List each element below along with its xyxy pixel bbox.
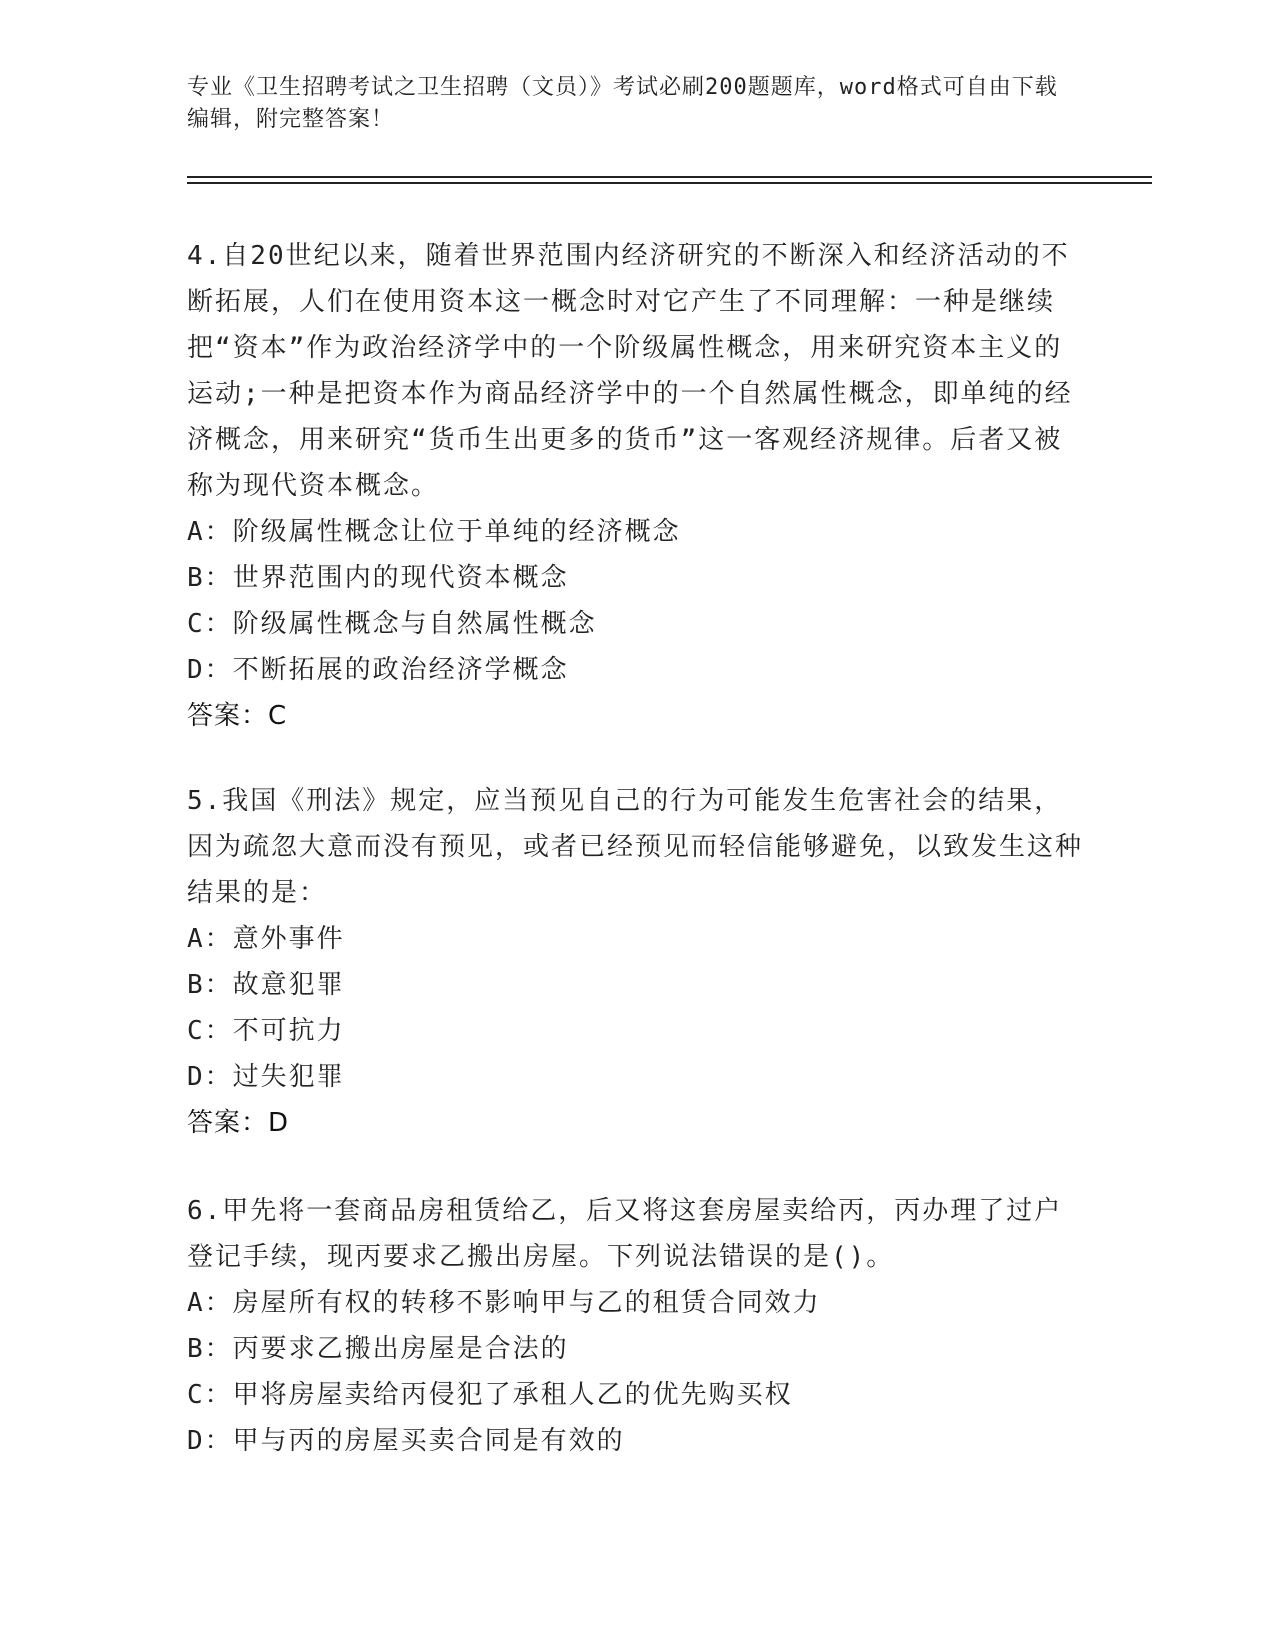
option-d: D：甲与丙的房屋买卖合同是有效的 — [187, 1426, 625, 1456]
option-a: A：房屋所有权的转移不影响甲与乙的租赁合同效力 — [187, 1288, 821, 1318]
answer-line: 答案：C — [187, 701, 288, 731]
option-b: B：故意犯罪 — [187, 970, 345, 1000]
answer-line: 答案：D — [187, 1108, 290, 1138]
option-a: A：阶级属性概念让位于单纯的经济概念 — [187, 517, 681, 547]
header-divider-bottom — [187, 182, 1152, 184]
option-b: B：丙要求乙搬出房屋是合法的 — [187, 1334, 569, 1364]
header-divider-top — [187, 176, 1152, 178]
question-5 — [187, 778, 1087, 1146]
question-4 — [187, 233, 1087, 739]
option-a: A：意外事件 — [187, 924, 345, 954]
option-c: C：不可抗力 — [187, 1016, 345, 1046]
question-stem: 5.我国《刑法》规定，应当预见自己的行为可能发生危害社会的结果，因为疏忽大意而没有预见，或者已经预见而轻信能够避免，以致发生这种结果的是： — [187, 786, 1084, 908]
question-stem: 6.甲先将一套商品房租赁给乙，后又将这套房屋卖给丙，丙办理了过户登记手续，现丙要求乙搬出房屋。下列说法错误的是()。 — [187, 1196, 1063, 1272]
question-stem: 4.自20世纪以来，随着世界范围内经济研究的不断深入和经济活动的不断拓展，人们在使用资本这一概念时对它产生了不同理解：一种是继续把“资本”作为政治经济学中的一个阶级属性概念，用来研究资本主义的运动;一种是把资本作为商品经济学中的一个自然属性概念，即单纯的经济概念，用来研究“货币生出更多的货币”这一客观经济规律。后者又被称为现代资本概念。 — [187, 241, 1073, 501]
option-c: C：阶级属性概念与自然属性概念 — [187, 609, 597, 639]
option-d: D：过失犯罪 — [187, 1062, 345, 1092]
question-6 — [187, 1188, 1087, 1464]
option-c: C：甲将房屋卖给丙侵犯了承租人乙的优先购买权 — [187, 1380, 793, 1410]
document-header: 专业《卫生招聘考试之卫生招聘（文员）》考试必刷200题题库，word格式可自由下载编辑，附完整答案！ — [187, 75, 1058, 132]
option-b: B：世界范围内的现代资本概念 — [187, 563, 569, 593]
option-d: D：不断拓展的政治经济学概念 — [187, 655, 569, 685]
